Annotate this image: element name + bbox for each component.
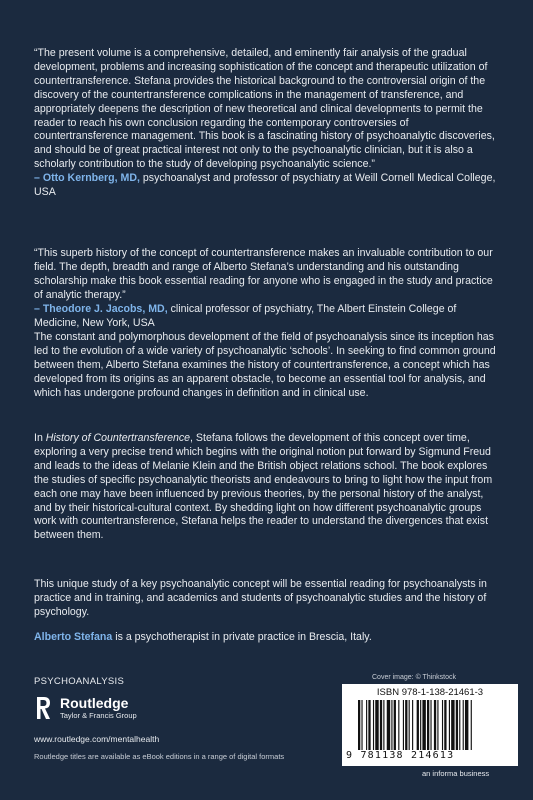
barcode-bars	[358, 700, 504, 750]
author-bio	[34, 631, 500, 645]
barcode-bar	[403, 700, 404, 750]
barcode-bar	[398, 700, 399, 750]
barcode-bar	[412, 700, 413, 750]
barcode-bar	[444, 700, 446, 750]
ebook-note: Routledge titles are available as eBook editions in a range of digital formats	[34, 752, 285, 761]
barcode-bar	[391, 700, 392, 750]
publisher-website: www.routledge.com/mentalhealth	[34, 734, 160, 744]
review-author: – Theodore J. Jacobs, MD,	[34, 302, 168, 315]
publisher-name: Routledge	[60, 695, 129, 711]
barcode-bar	[434, 700, 436, 750]
cover-credit: Cover image: © Thinkstock	[372, 674, 457, 681]
review-affiliation: psychoanalyst and professor of psychiatry at Weill Cornell Medical College, USA	[34, 172, 496, 199]
publisher-group: Taylor & Francis Group	[60, 711, 137, 720]
barcode-bar	[394, 700, 396, 750]
review-kernberg	[34, 47, 500, 200]
review-jacobs	[34, 247, 500, 330]
barcode-bar	[358, 700, 360, 750]
barcode-bar	[430, 700, 431, 750]
barcode-bar	[405, 700, 407, 750]
publisher-logo	[34, 689, 204, 727]
barcode-bar	[366, 700, 367, 750]
routledge-logo-icon	[34, 695, 54, 721]
review-quote: “This superb history of the concept of countertransference makes an invaluable contribution to our field. The depth, breadth and range of Alberto Stefana’s understanding and his outstanding scholarship make this book essential reading for anyone who is engaged in the study and practice of analytic therapy.”	[34, 247, 493, 301]
description-paragraph-1: The constant and polymorphous development of the field of psychoanalysis since its inception has led to the evolution of a wide variety of psychoanalytic ‘schools’. In seeking to find common ground between them, Alberto Stefana examines the history of countertransference, a concept which has developed from its origins as an apparent obstacle, to become an essential tool for analysis, and which has undergone profound changes in definition and in clinical use.	[34, 331, 496, 399]
barcode-bar	[442, 700, 443, 750]
barcode-bar	[456, 700, 458, 750]
review-quote: “The present volume is a comprehensive, detailed, and eminently fair analysis of the gradual development, problems and increasing sophistication of the concept and therapeutic utilization of countertransference. Stefana provides the historical background to the controversial origin of the discovery of the countertransference complications in the management of transference, and appropriately deepens the description of new theoretical and clinical developments to permit the reader to reach his own conclusion regarding the contemporary controversies of countertransference management. This book is a fascinating history of psychoanalytic discoveries, and should be of great practical interest not only to the psychoanalytic clinician, but it is also a scholarly contribution to the study of developing psychoanalytic science.”	[34, 47, 495, 171]
informa-tagline: an informa business	[422, 769, 490, 778]
barcode-bar	[383, 700, 384, 750]
barcode-bar	[465, 700, 468, 750]
description-paragraph-3: This unique study of a key psychoanalytic concept will be essential reading for psychoanalysts in practice and in training, and academics and students of psychoanalytic studies and the history of psychology.	[34, 578, 487, 618]
barcode-bar	[459, 700, 460, 750]
barcode-bar	[451, 700, 454, 750]
barcode-bar	[373, 700, 374, 750]
barcode-bar	[471, 700, 472, 750]
review-author: – Otto Kernberg, MD,	[34, 172, 140, 185]
barcode-digits: 9 781138 214613	[346, 750, 455, 761]
isbn-number: ISBN 978-1-138-21461-3	[376, 687, 484, 698]
author-bio-name: Alberto Stefana	[34, 631, 113, 643]
barcode-bar	[417, 700, 419, 750]
isbn-barcode	[342, 684, 518, 766]
barcode-bar	[420, 700, 421, 750]
book-title: History of Countertransference	[45, 432, 191, 444]
barcode-bar	[380, 700, 382, 750]
barcode-bar	[427, 700, 429, 750]
barcode-bar	[463, 700, 464, 750]
subject-category: PSYCHOANALYSIS	[34, 676, 125, 687]
barcode-bar	[375, 700, 378, 750]
description-paragraph-2	[34, 432, 500, 543]
barcode-bar	[409, 700, 410, 750]
paragraph-intro: In	[34, 432, 46, 444]
barcode-bar	[368, 700, 370, 750]
barcode-bar	[449, 700, 450, 750]
barcode-bar	[437, 700, 438, 750]
barcode-bar	[361, 700, 362, 750]
paragraph-body: , Stefana follows the development of this concept over time, exploring a very precise trend which begins with the original notion put forward by Sigmund Freud and leads to the ideas of Melanie Klein and the British object relations school. The book explores the studies of specific psychoanalytic theorists and endeavours to bring to light how the input from each one may have been influenced by previous theories, by the personal history of the analyst, and by their historical-cultural context. By shedding light on how different psychoanalytic groups work with countertransference, Stefana helps the reader to understand the divergences that exist between them.	[34, 432, 493, 542]
barcode-bar	[387, 700, 390, 750]
barcode-bar	[422, 700, 425, 750]
author-bio-text: is a psychotherapist in private practice in Brescia, Italy.	[112, 631, 372, 643]
review-affiliation: clinical professor of psychiatry, The Albert Einstein College of Medicine, New York, USA	[34, 302, 457, 329]
